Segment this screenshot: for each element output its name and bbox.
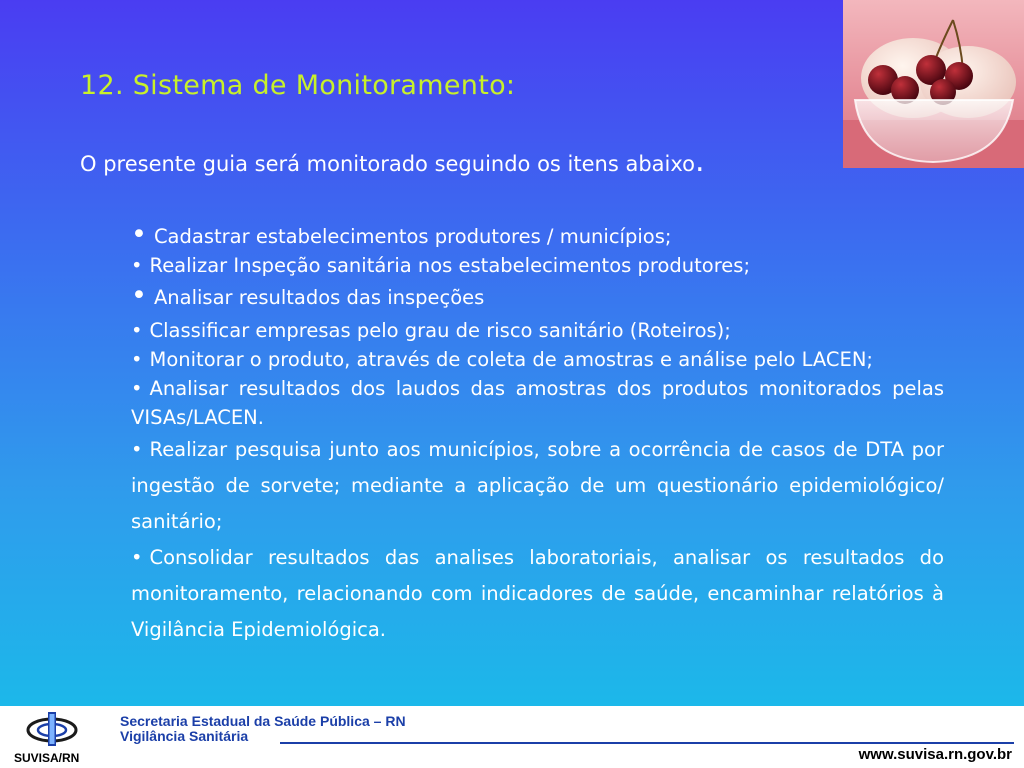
footer [0, 706, 1024, 768]
list-item: • Cadastrar estabelecimentos produtores / municípios; [131, 219, 672, 250]
bullet-icon: • [131, 319, 143, 342]
list-item: • Classificar empresas pelo grau de risco sanitário (Roteiros); [131, 316, 944, 345]
intro-sentence: O presente guia será monitorado seguindo os itens abaixo [80, 152, 695, 176]
intro-period: . [694, 144, 705, 179]
suvisa-logo [22, 710, 82, 748]
intro-text [80, 144, 705, 179]
list-item: • Analisar resultados das inspeções [131, 280, 485, 311]
bullet-icon: • [131, 377, 143, 400]
ice-cream-cherries-photo [843, 0, 1024, 168]
list-item: • Realizar pesquisa junto aos municípios, sobre a ocorrência de casos de DTA por ingestão de sorvete; mediante a aplicação de um questionário epidemiológico/ sanitário; [131, 432, 944, 540]
monitoring-items-list [131, 219, 944, 648]
footer-divider [280, 742, 1014, 744]
org-name: Secretaria Estadual da Saúde Pública – RN [120, 713, 406, 729]
list-item: • Analisar resultados dos laudos das amostras dos produtos monitorados pelas VISAs/LACEN. [131, 374, 944, 432]
list-item: • Realizar Inspeção sanitária nos estabelecimentos produtores; [131, 251, 944, 280]
website-url: www.suvisa.rn.gov.br [858, 746, 1012, 763]
bullet-icon: • [131, 348, 143, 371]
list-item: • Monitorar o produto, através de coleta de amostras e análise pelo LACEN; [131, 345, 944, 374]
bullet-icon: • [131, 438, 143, 461]
logo-label: SUVISA/RN [14, 751, 80, 765]
org-department: Vigilância Sanitária [120, 728, 249, 744]
list-item: • Consolidar resultados das analises laboratoriais, analisar os resultados do monitoramento, relacionando com indicadores de saúde, encaminhar relatórios à Vigilância Epidemiológica. [131, 540, 944, 648]
bullet-icon: • [131, 254, 143, 277]
bullet-icon: • [131, 546, 143, 569]
slide-title: 12. Sistema de Monitoramento: [80, 70, 516, 101]
